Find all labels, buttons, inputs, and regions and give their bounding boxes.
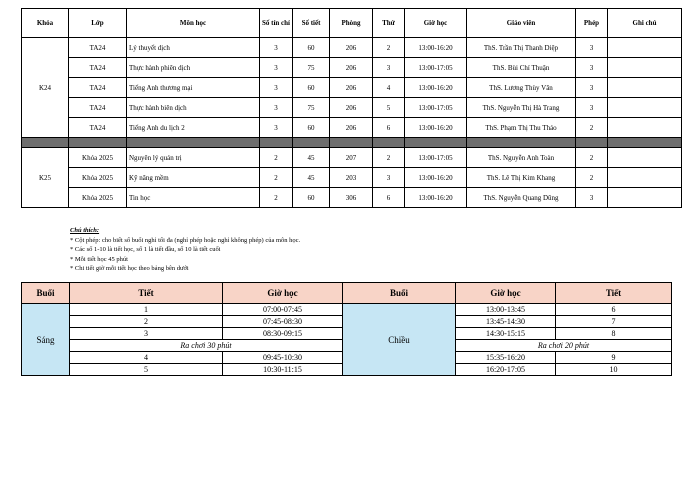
note-line: * Các số 1-10 là tiết học, số 1 là tiết đầu, số 10 là tiết cuối xyxy=(70,246,221,254)
teacher-cell: ThS. Lê Thị Kim Khang xyxy=(467,168,576,188)
time-cell: 13:00-16:20 xyxy=(405,168,467,188)
notes-block xyxy=(70,226,300,274)
note-cell xyxy=(608,98,682,118)
morning-break: Ra chơi 30 phút xyxy=(70,340,343,352)
room-cell: 206 xyxy=(330,78,373,98)
teacher-cell: ThS. Lương Thùy Vân xyxy=(467,78,576,98)
time-cell: 13:00-16:20 xyxy=(405,78,467,98)
credits-cell: 2 xyxy=(260,148,293,168)
credits-cell: 3 xyxy=(260,38,293,58)
class-cell: Khóa 2025 xyxy=(69,148,127,168)
header-gio-hoc-afternoon: Giờ học xyxy=(456,283,556,304)
time-row xyxy=(22,304,672,316)
schedule-row xyxy=(22,58,682,78)
note-cell xyxy=(608,188,682,208)
schedule-row xyxy=(22,38,682,58)
absence-cell: 3 xyxy=(576,98,608,118)
credits-cell: 3 xyxy=(260,98,293,118)
note-cell xyxy=(608,118,682,138)
time-cell: 13:00-16:20 xyxy=(405,38,467,58)
header-phep: Phép xyxy=(576,9,608,38)
schedule-row xyxy=(22,118,682,138)
afternoon-gio: 13:45-14:30 xyxy=(456,316,556,328)
separator-cell xyxy=(405,138,467,148)
subject-cell: Thực hành phiên dịch xyxy=(127,58,260,78)
separator-cell xyxy=(127,138,260,148)
room-cell: 206 xyxy=(330,38,373,58)
header-so-tiet: Số tiết xyxy=(293,9,330,38)
afternoon-gio: 16:20-17:05 xyxy=(456,364,556,376)
time-cell: 13:00-17:05 xyxy=(405,58,467,78)
subject-cell: Nguyên lý quản trị xyxy=(127,148,260,168)
morning-tiet: 3 xyxy=(70,328,223,340)
separator-cell xyxy=(373,138,405,148)
header-phong: Phòng xyxy=(330,9,373,38)
header-thu: Thứ xyxy=(373,9,405,38)
teacher-cell: ThS. Nguyễn Thị Hà Trang xyxy=(467,98,576,118)
periods-cell: 60 xyxy=(293,118,330,138)
khoa-cell: K24 xyxy=(22,38,69,138)
periods-cell: 60 xyxy=(293,188,330,208)
teacher-cell: ThS. Nguyễn Anh Toàn xyxy=(467,148,576,168)
separator-cell xyxy=(260,138,293,148)
morning-gio: 10:30-11:15 xyxy=(223,364,343,376)
absence-cell: 3 xyxy=(576,188,608,208)
schedule-header-row xyxy=(22,9,682,38)
header-gio-hoc: Giờ học xyxy=(405,9,467,38)
schedule-row xyxy=(22,168,682,188)
absence-cell: 3 xyxy=(576,58,608,78)
class-cell: TA24 xyxy=(69,58,127,78)
separator-cell xyxy=(22,138,69,148)
header-tiet-afternoon: Tiết xyxy=(556,283,672,304)
morning-tiet: 4 xyxy=(70,352,223,364)
separator-cell xyxy=(467,138,576,148)
afternoon-break: Ra chơi 20 phút xyxy=(456,340,672,352)
afternoon-gio: 15:35-16:20 xyxy=(456,352,556,364)
teacher-cell: ThS. Phạm Thị Thu Thảo xyxy=(467,118,576,138)
morning-gio: 07:00-07:45 xyxy=(223,304,343,316)
credits-cell: 3 xyxy=(260,58,293,78)
time-cell: 13:00-16:20 xyxy=(405,118,467,138)
periods-cell: 75 xyxy=(293,98,330,118)
time-cell: 13:00-17:05 xyxy=(405,148,467,168)
morning-gio: 07:45-08:30 xyxy=(223,316,343,328)
subject-cell: Lý thuyết dịch xyxy=(127,38,260,58)
separator-row xyxy=(22,138,682,148)
room-cell: 206 xyxy=(330,118,373,138)
notes-title: Chú thích: xyxy=(70,227,100,234)
schedule-row xyxy=(22,188,682,208)
session-morning: Sáng xyxy=(22,304,70,376)
periods-cell: 60 xyxy=(293,38,330,58)
morning-tiet: 2 xyxy=(70,316,223,328)
afternoon-tiet: 6 xyxy=(556,304,672,316)
credits-cell: 2 xyxy=(260,188,293,208)
schedule-table xyxy=(21,8,682,208)
khoa-cell: K25 xyxy=(22,148,69,208)
morning-tiet: 1 xyxy=(70,304,223,316)
period-time-table xyxy=(21,282,672,376)
separator-cell xyxy=(293,138,330,148)
separator-cell xyxy=(608,138,682,148)
note-cell xyxy=(608,38,682,58)
subject-cell: Tin học xyxy=(127,188,260,208)
note-cell xyxy=(608,168,682,188)
room-cell: 306 xyxy=(330,188,373,208)
absence-cell: 2 xyxy=(576,118,608,138)
time-cell: 13:00-17:05 xyxy=(405,98,467,118)
time-header-row xyxy=(22,283,672,304)
separator-cell xyxy=(330,138,373,148)
weekday-cell: 2 xyxy=(373,148,405,168)
weekday-cell: 4 xyxy=(373,78,405,98)
schedule-row xyxy=(22,148,682,168)
header-buoi-morning: Buổi xyxy=(22,283,70,304)
header-mon-hoc: Môn học xyxy=(127,9,260,38)
periods-cell: 45 xyxy=(293,168,330,188)
header-tiet-morning: Tiết xyxy=(70,283,223,304)
class-cell: TA24 xyxy=(69,38,127,58)
afternoon-tiet: 7 xyxy=(556,316,672,328)
subject-cell: Thực hành biên dịch xyxy=(127,98,260,118)
credits-cell: 3 xyxy=(260,78,293,98)
credits-cell: 2 xyxy=(260,168,293,188)
class-cell: TA24 xyxy=(69,118,127,138)
weekday-cell: 6 xyxy=(373,118,405,138)
absence-cell: 2 xyxy=(576,148,608,168)
weekday-cell: 3 xyxy=(373,58,405,78)
room-cell: 207 xyxy=(330,148,373,168)
class-cell: TA24 xyxy=(69,78,127,98)
room-cell: 206 xyxy=(330,58,373,78)
time-cell: 13:00-16:20 xyxy=(405,188,467,208)
morning-gio: 09:45-10:30 xyxy=(223,352,343,364)
subject-cell: Tiếng Anh du lịch 2 xyxy=(127,118,260,138)
teacher-cell: ThS. Trần Thị Thanh Diệp xyxy=(467,38,576,58)
weekday-cell: 6 xyxy=(373,188,405,208)
room-cell: 206 xyxy=(330,98,373,118)
header-khoa: Khóa xyxy=(22,9,69,38)
absence-cell: 3 xyxy=(576,78,608,98)
header-buoi-afternoon: Buổi xyxy=(343,283,456,304)
note-line: * Cột phép: cho biết số buổi nghỉ tối đa (nghỉ phép hoặc nghỉ không phép) của môn học. xyxy=(70,236,301,244)
afternoon-tiet: 9 xyxy=(556,352,672,364)
absence-cell: 2 xyxy=(576,168,608,188)
note-line: * Chi tiết giờ mỗi tiết học theo bảng bên dưới xyxy=(70,265,189,273)
periods-cell: 60 xyxy=(293,78,330,98)
class-cell: TA24 xyxy=(69,98,127,118)
note-cell xyxy=(608,58,682,78)
periods-cell: 75 xyxy=(293,58,330,78)
morning-gio: 08:30-09:15 xyxy=(223,328,343,340)
credits-cell: 3 xyxy=(260,118,293,138)
afternoon-tiet: 10 xyxy=(556,364,672,376)
afternoon-gio: 14:30-15:15 xyxy=(456,328,556,340)
afternoon-gio: 13:00-13:45 xyxy=(456,304,556,316)
header-lop: Lớp xyxy=(69,9,127,38)
weekday-cell: 5 xyxy=(373,98,405,118)
teacher-cell: ThS. Bùi Chí Thuận xyxy=(467,58,576,78)
afternoon-tiet: 8 xyxy=(556,328,672,340)
weekday-cell: 2 xyxy=(373,38,405,58)
room-cell: 203 xyxy=(330,168,373,188)
subject-cell: Tiếng Anh thương mại xyxy=(127,78,260,98)
session-afternoon: Chiều xyxy=(343,304,456,376)
weekday-cell: 3 xyxy=(373,168,405,188)
separator-cell xyxy=(69,138,127,148)
note-cell xyxy=(608,78,682,98)
morning-tiet: 5 xyxy=(70,364,223,376)
subject-cell: Kỹ năng mềm xyxy=(127,168,260,188)
periods-cell: 45 xyxy=(293,148,330,168)
header-so-tin-chi: Số tín chỉ xyxy=(260,9,293,38)
note-cell xyxy=(608,148,682,168)
header-ghi-chu: Ghi chú xyxy=(608,9,682,38)
header-giao-vien: Giáo viên xyxy=(467,9,576,38)
header-gio-hoc-morning: Giờ học xyxy=(223,283,343,304)
class-cell: Khóa 2025 xyxy=(69,188,127,208)
separator-cell xyxy=(576,138,608,148)
schedule-row xyxy=(22,98,682,118)
note-line: * Mỗi tiết học 45 phút xyxy=(70,255,128,263)
class-cell: Khóa 2025 xyxy=(69,168,127,188)
teacher-cell: ThS. Nguyễn Quang Dũng xyxy=(467,188,576,208)
absence-cell: 3 xyxy=(576,38,608,58)
schedule-row xyxy=(22,78,682,98)
